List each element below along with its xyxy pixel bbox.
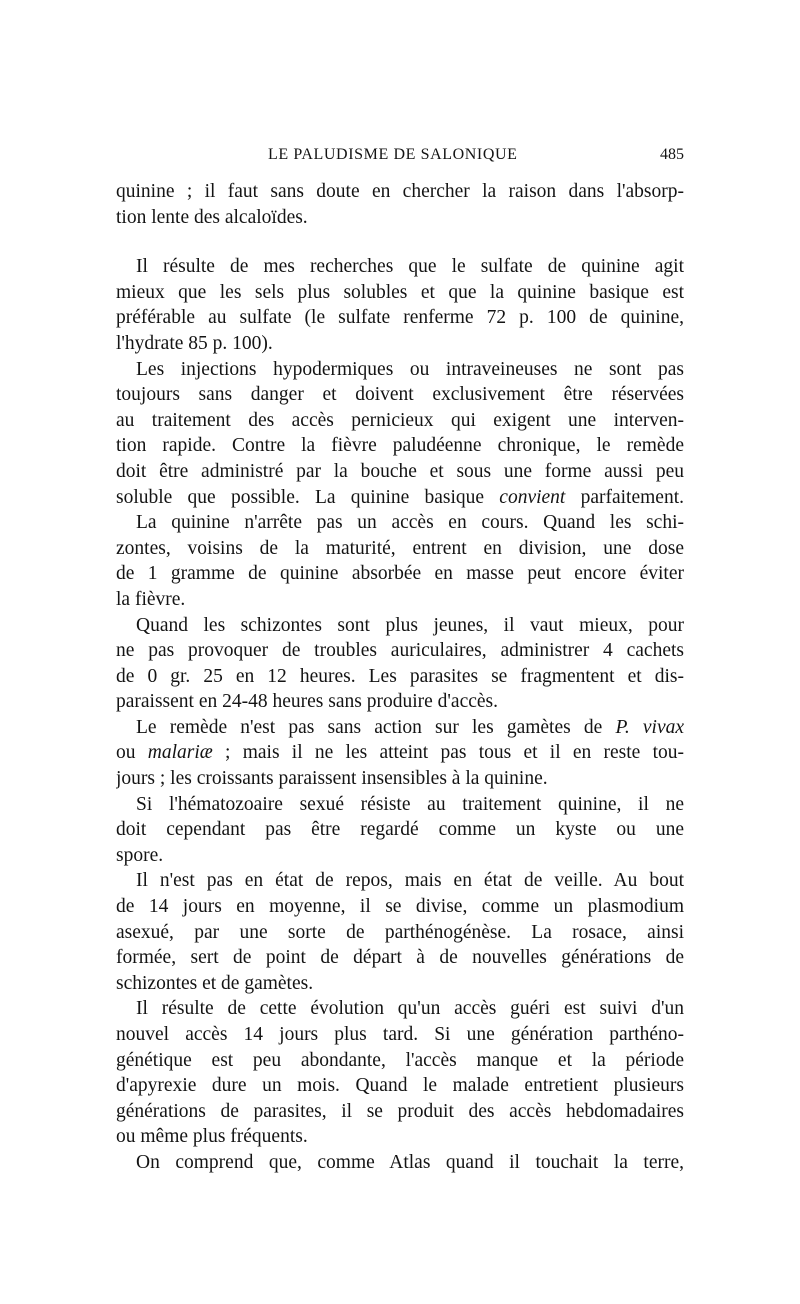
body-text bbox=[116, 179, 684, 1176]
page-number: 485 bbox=[660, 146, 684, 163]
text-line: l'hydrate 85 p. 100). bbox=[116, 332, 273, 354]
text-line: Il résulte de mes recherches que le sulfate de quinine agit bbox=[136, 256, 684, 278]
text-line: Si l'hématozoaire sexué résiste au traitement quinine, il ne bbox=[136, 793, 684, 815]
text-line: paraissent en 24-48 heures sans produire d'accès. bbox=[116, 691, 499, 713]
text-line: doit cependant pas être regardé comme un kyste ou une bbox=[116, 819, 684, 841]
text-line: asexué, par une sorte de parthénogénèse. La rosace, ainsi bbox=[116, 921, 684, 943]
italic-word: convient bbox=[499, 486, 566, 508]
text-line: On comprend que, comme Atlas quand il touchait la terre, bbox=[136, 1151, 684, 1173]
italic-species: malariæ bbox=[147, 742, 213, 764]
running-title: LE PALUDISME DE SALONIQUE bbox=[268, 146, 518, 163]
text-line: doit être administré par la bouche et sous une forme aussi peu bbox=[116, 460, 684, 482]
text-line bbox=[116, 485, 684, 511]
text-run: parfaitement. bbox=[565, 486, 684, 508]
text-line: quinine ; il faut sans doute en chercher la raison dans l'absorp- bbox=[116, 181, 684, 202]
running-head bbox=[116, 146, 684, 170]
text-line: Il résulte de cette évolution qu'un accès guéri est suivi d'un bbox=[136, 998, 684, 1020]
text-line: au traitement des accès pernicieux qui exigent une interven- bbox=[116, 409, 684, 431]
text-line: spore. bbox=[116, 844, 164, 866]
text-line: Les injections hypodermiques ou intraveineuses ne sont pas bbox=[136, 358, 684, 380]
text-line: nouvel accès 14 jours plus tard. Si une génération parthéno- bbox=[116, 1024, 684, 1045]
text-run: ou bbox=[116, 742, 148, 764]
text-line: Quand les schizontes sont plus jeunes, il vaut mieux, pour bbox=[136, 614, 684, 636]
text-run: soluble que possible. La quinine basique bbox=[116, 486, 500, 508]
text-run: Le remède n'est pas sans action sur les gamètes de bbox=[136, 716, 616, 738]
text-line: la fièvre. bbox=[116, 588, 186, 610]
text-line: ne pas provoquer de troubles auriculaires, administrer 4 cachets bbox=[116, 640, 684, 662]
text-line: jours ; les croissants paraissent insensibles à la quinine. bbox=[116, 768, 548, 790]
text-line: schizontes et de gamètes. bbox=[116, 972, 314, 994]
text-line: ou même plus fréquents. bbox=[116, 1126, 308, 1148]
text-line: formée, sert de point de départ à de nouvelles générations de bbox=[116, 947, 684, 969]
text-line: toujours sans danger et doivent exclusivement être réservées bbox=[116, 384, 684, 406]
text-line bbox=[116, 740, 684, 766]
text-line: de 0 gr. 25 en 12 heures. Les parasites se fragmentent et dis- bbox=[116, 665, 684, 687]
text-run: ; mais il ne les atteint pas tous et il en reste tou- bbox=[212, 742, 684, 764]
text-line: génétique est peu abondante, l'accès manque et la période bbox=[116, 1049, 684, 1071]
text-line: mieux que les sels plus solubles et que la quinine basique est bbox=[116, 281, 684, 303]
text-line: zontes, voisins de la maturité, entrent en division, une dose bbox=[116, 537, 684, 559]
text-line: de 14 jours en moyenne, il se divise, comme un plasmodium bbox=[116, 896, 684, 918]
text-line: tion lente des alcaloïdes. bbox=[116, 206, 308, 228]
text-line: de 1 gramme de quinine absorbée en masse peut encore éviter bbox=[116, 563, 684, 585]
text-line: La quinine n'arrête pas un accès en cours. Quand les schi- bbox=[136, 512, 684, 534]
text-line: préférable au sulfate (le sulfate renferme 72 p. 100 de quinine, bbox=[116, 307, 684, 329]
text-line: générations de parasites, il se produit des accès hebdomadaires bbox=[116, 1100, 684, 1122]
text-line bbox=[116, 715, 684, 741]
italic-species: P. vivax bbox=[615, 716, 684, 738]
text-line: Il n'est pas en état de repos, mais en état de veille. Au bout bbox=[136, 870, 684, 892]
text-line: tion rapide. Contre la fièvre paludéenne chronique, le remède bbox=[116, 435, 684, 457]
text-line: d'apyrexie dure un mois. Quand le malade entretient plusieurs bbox=[116, 1075, 684, 1097]
paragraph-gap bbox=[116, 230, 684, 254]
